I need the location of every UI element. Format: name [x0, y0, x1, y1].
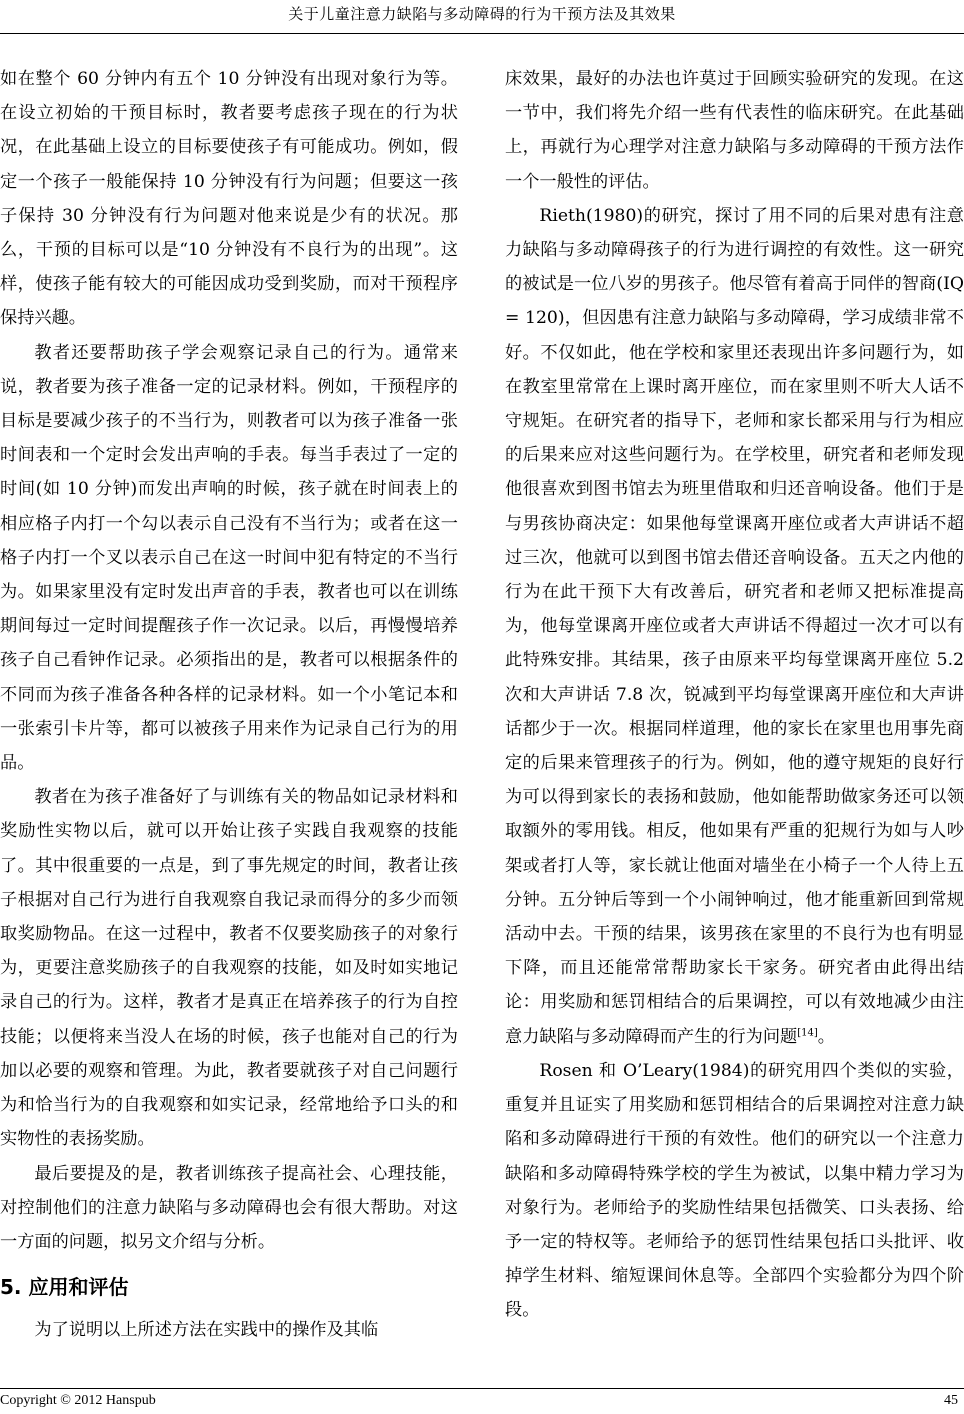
left-paragraph-2: 教者还要帮助孩子学会观察记录自己的行为。通常来说，教者要为孩子准备一定的记录材料。例如，干预程序的目标是要减少孩子的不当行为，则教者可以为孩子准备一张时间表和一个定时会发出声响的手表。每当手表过了一定的时间(如 10 分钟)而发出声响的时候，孩子就在时间表上的相应格子内打一个勾以表示自己没有不当行为；或者在这一格子内打一个叉以表示自己在这一时间中犯有特定的不当行为。如果家里没有定时发出声音的手表，教者也可以在训练期间每过一定时间提醒孩子作一次记录。以后，再慢慢培养孩子自己看钟作记录。必须指出的是，教者可以根据条件的不同而为孩子准备各种各样的记录材料。如一个小笔记本和一张索引卡片等，都可以被孩子用来作为记录自己行为的用品。	[0, 342, 458, 774]
copyright-notice: Copyright © 2012 Hanspub	[0, 1393, 156, 1408]
right-paragraph-1: 床效果，最好的办法也许莫过于回顾实验研究的发现。在这一节中，我们将先介绍一些有代表性的临床研究。在此基础上，再就行为心理学对注意力缺陷与多动障碍的干预方法作一个一般性的评估。	[505, 69, 964, 192]
citation-ref: [14]	[797, 1026, 818, 1038]
header-rule	[0, 33, 964, 34]
right-column	[505, 62, 964, 1328]
left-paragraph-5: 为了说明以上所述方法在实践中的操作及其临	[34, 1320, 379, 1341]
right-paragraph-2-end: 。	[817, 1026, 835, 1047]
page-number: 45	[944, 1393, 958, 1408]
left-paragraph-3: 教者在为孩子准备好了与训练有关的物品如记录材料和奖励性实物以后，就可以开始让孩子实践自我观察的技能了。其中很重要的一点是，到了事先规定的时间，教者让孩子根据对自己行为进行自我观察自我记录而得分的多少而领取奖励物品。在这一过程中，教者不仅要奖励孩子的对象行为，更要注意奖励孩子的自我观察的技能，如及时如实地记录自己的行为。这样，教者才是真正在培养孩子的行为自控技能；以便将来当没人在场的时候，孩子也能对自己的行为加以必要的观察和管理。为此，教者要就孩子对自己问题行为和恰当行为的自我观察和如实记录，经常地给予口头的和实物性的表扬奖励。	[0, 787, 458, 1150]
left-column	[0, 62, 458, 1347]
left-paragraph-1: 如在整个 60 分钟内有五个 10 分钟没有出现对象行为等。在设立初始的干预目标时，教者要考虑孩子现在的行为状况，在此基础上设立的目标要使孩子有可能成功。例如，假定一个孩子一般能保持 10 分钟没有行为问题；但要这一孩子保持 30 分钟没有行为问题对他来说是少有的状况。那么，干预的目标可以是“10 分钟没有不良行为的出现”。这样，使孩子能有较大的可能因成功受到奖励，而对干预程序保持兴趣。	[0, 69, 458, 329]
running-header: 关于儿童注意力缺陷与多动障碍的行为干预方法及其效果	[288, 5, 676, 23]
section-heading: 5. 应用和评估	[0, 1275, 129, 1300]
right-paragraph-3: Rosen 和 O’Leary(1984)的研究用四个类似的实验，重复并且证实了用奖励和惩罚相结合的后果调控对注意力缺陷和多动障碍进行干预的有效性。他们的研究以一个注意力缺陷和多动障碍特殊学校的学生为被试，以集中精力学习为对象行为。老师给予的奖励性结果包括微笑、口头表扬、给予一定的特权等。老师给予的惩罚性结果包括口头批评、收掉学生材料、缩短课间休息等。全部四个实验都分为四个阶段。	[505, 1060, 964, 1321]
footer-rule	[0, 1388, 964, 1389]
right-paragraph-2-text: Rieth(1980)的研究，探讨了用不同的后果对患有注意力缺陷与多动障碍孩子的行为进行调控的有效性。这一研究的被试是一位八岁的男孩子。他尽管有着高于同伴的智商(IQ = 120)，但因患有注意力缺陷与多动障碍，学习成绩非常不好。不仅如此，他在学校和家里还表现出许多问题行为，如在教室里常常在上课时离开座位，而在家里则不听大人话不守规矩。在研究者的指导下，老师和家长都采用与行为相应的后果来应对这些问题行为。在学校里，研究者和老师发现他很喜欢到图书馆去为班里借取和归还音响设备。他们于是与男孩协商决定：如果他每堂课离开座位或者大声讲话不超过三次，他就可以到图书馆去借还音响设备。五天之内他的行为在此干预下大有改善后，研究者和老师又把标准提高为，他每堂课离开座位或者大声讲话不得超过一次才可以有此特殊安排。其结果，孩子由原来平均每堂课离开座位 5.2 次和大声讲话 7.8 次，锐减到平均每堂课离开座位和大声讲话都少于一次。根据同样道理，他的家长在家里也用事先商定的后果来管理孩子的行为。例如，他的遵守规矩的良好行为可以得到家长的表扬和鼓励，他如能帮助做家务还可以领取额外的零用钱。相反，他如果有严重的犯规行为如与人吵架或者打人等，家长就让他面对墙坐在小椅子一个人待上五分钟。五分钟后等到一个小闹钟响过，他才能重新回到常规活动中去。干预的结果，该男孩在家里的不良行为也有明显下降，而且还能常常帮助家长干家务。研究者由此得出结论：用奖励和惩罚相结合的后果调控，可以有效地减少由注意力缺陷与多动障碍而产生的行为问题	[505, 205, 964, 1047]
right-paragraph-2	[505, 199, 964, 1054]
left-paragraph-4: 最后要提及的是，教者训练孩子提高社会、心理技能，对控制他们的注意力缺陷与多动障碍也会有很大帮助。对这一方面的问题，拟另文介绍与分析。	[0, 1163, 458, 1252]
